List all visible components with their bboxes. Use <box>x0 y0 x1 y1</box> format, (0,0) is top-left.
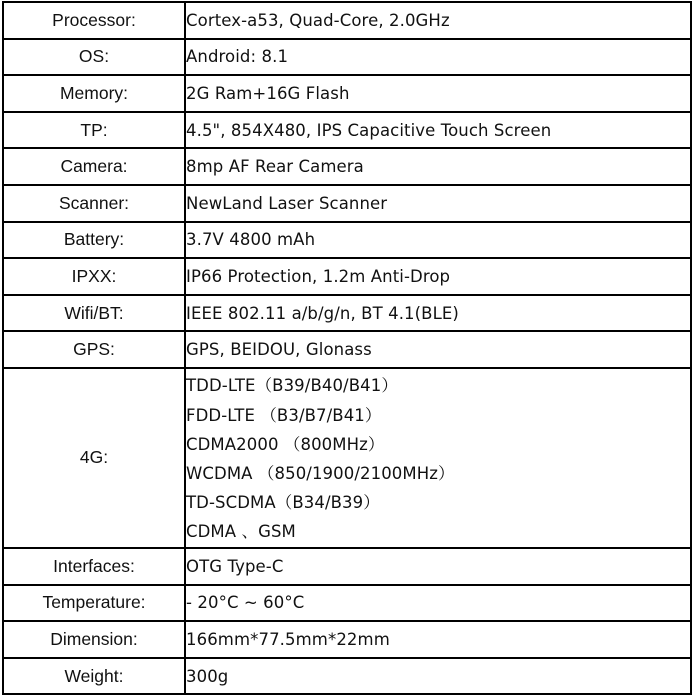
band-line: TDD-LTE（B39/B40/B41） <box>186 376 398 396</box>
spec-value: - 20°C ~ 60°C <box>185 585 691 622</box>
spec-row-memory <box>3 75 691 112</box>
spec-row-tp <box>3 112 691 149</box>
spec-label: Temperature: <box>3 585 185 622</box>
spec-value: GPS, BEIDOU, Glonass <box>185 331 691 368</box>
spec-label: IPXX: <box>3 258 185 295</box>
spec-value: 300g <box>185 658 691 695</box>
spec-label: Memory: <box>3 75 185 112</box>
spec-value: 3.7V 4800 mAh <box>185 222 691 259</box>
spec-value: 2G Ram+16G Flash <box>185 75 691 112</box>
spec-row-scanner <box>3 185 691 222</box>
spec-label: Camera: <box>3 148 185 185</box>
band-line: WCDMA （850/1900/2100MHz） <box>186 463 455 483</box>
band-line: FDD-LTE （B3/B7/B41） <box>186 405 382 425</box>
spec-label: Wifi/BT: <box>3 295 185 332</box>
spec-label: Processor: <box>3 2 185 39</box>
spec-row-dimension <box>3 621 691 658</box>
spec-value: 8mp AF Rear Camera <box>185 148 691 185</box>
spec-row-wifi-bt <box>3 295 691 332</box>
spec-value: IP66 Protection, 1.2m Anti-Drop <box>185 258 691 295</box>
spec-row-os <box>3 39 691 76</box>
spec-label: TP: <box>3 112 185 149</box>
spec-label: GPS: <box>3 331 185 368</box>
band-line: CDMA2000 （800MHz） <box>186 434 385 454</box>
spec-label: Weight: <box>3 658 185 695</box>
spec-value: Android: 8.1 <box>185 39 691 76</box>
spec-value-4g <box>185 368 691 548</box>
spec-row-ipxx <box>3 258 691 295</box>
spec-label: 4G: <box>3 368 185 548</box>
spec-label: OS: <box>3 39 185 76</box>
spec-row-weight <box>3 658 691 695</box>
spec-row-4g <box>3 368 691 548</box>
spec-table <box>2 1 692 695</box>
band-list <box>186 369 690 546</box>
spec-value: 166mm*77.5mm*22mm <box>185 621 691 658</box>
spec-row-processor <box>3 2 691 39</box>
spec-value: OTG Type-C <box>185 548 691 585</box>
band-line: TD-SCDMA（B34/B39） <box>186 493 380 513</box>
spec-row-gps <box>3 331 691 368</box>
spec-label: Interfaces: <box>3 548 185 585</box>
spec-value: IEEE 802.11 a/b/g/n, BT 4.1(BLE) <box>185 295 691 332</box>
spec-row-battery <box>3 222 691 259</box>
spec-value: 4.5", 854X480, IPS Capacitive Touch Screen <box>185 112 691 149</box>
spec-row-temperature <box>3 585 691 622</box>
spec-label: Scanner: <box>3 185 185 222</box>
spec-row-interfaces <box>3 548 691 585</box>
spec-row-camera <box>3 148 691 185</box>
spec-value: Cortex-a53, Quad-Core, 2.0GHz <box>185 2 691 39</box>
spec-label: Dimension: <box>3 621 185 658</box>
spec-label: Battery: <box>3 222 185 259</box>
band-line: CDMA 、GSM <box>186 522 296 542</box>
spec-value: NewLand Laser Scanner <box>185 185 691 222</box>
